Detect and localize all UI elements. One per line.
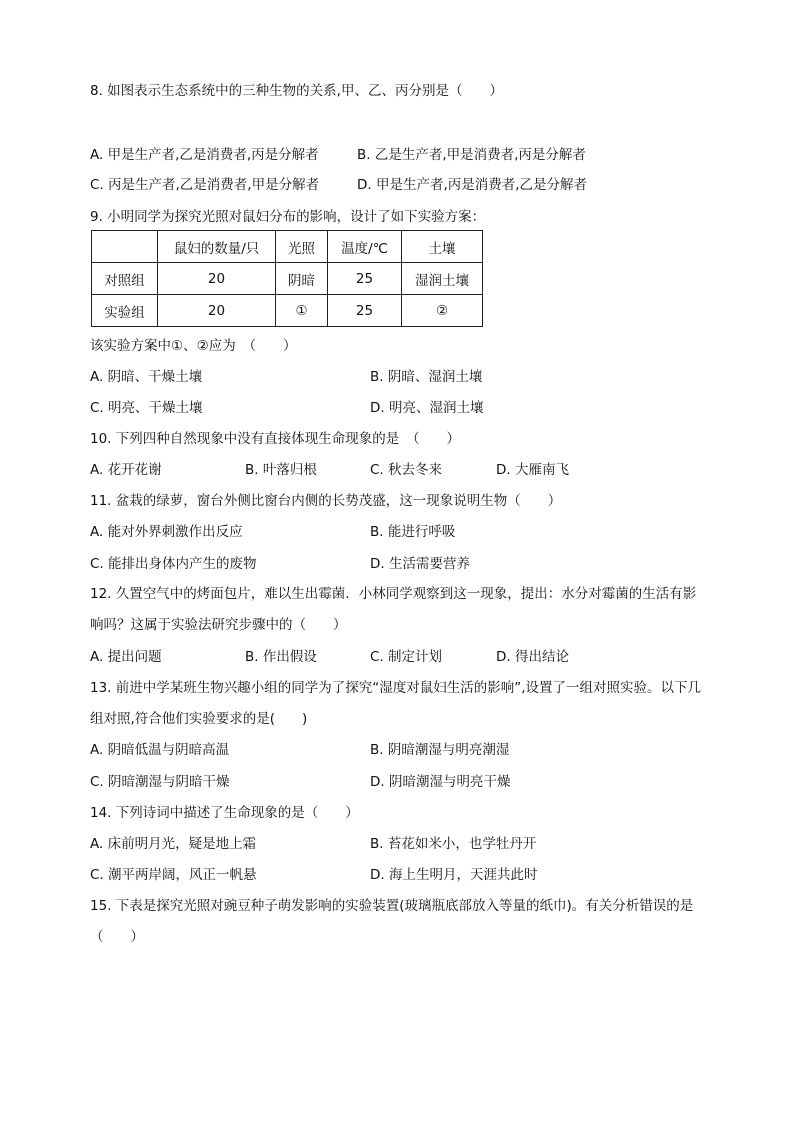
q12-option-a: A. 提出问题 (90, 649, 162, 665)
q8-option-d: D. 甲是生产者,丙是消费者,乙是分解者 (357, 177, 588, 193)
q10-option-d: D. 大雁南飞 (496, 462, 569, 478)
table-cell: 20 (158, 263, 276, 295)
q14-option-a: A. 床前明月光，疑是地上霜 (90, 836, 257, 852)
table-cell: 25 (328, 263, 402, 295)
table-header-cell: 土壤 (402, 231, 483, 263)
table-cell: ② (402, 295, 483, 327)
q14-option-d: D. 海上生明月，天涯共此时 (370, 867, 538, 883)
q11-option-d: D. 生活需要营养 (370, 556, 470, 572)
q10-option-c: C. 秋去冬来 (370, 462, 443, 478)
q9-option-d: D. 明亮、湿润土壤 (370, 400, 484, 416)
q10-option-a: A. 花开花谢 (90, 462, 162, 478)
q12-option-c: C. 制定计划 (370, 649, 443, 665)
table-row (92, 263, 483, 295)
table-cell: 实验组 (92, 295, 158, 327)
q8-option-c: C. 丙是生产者,乙是消费者,甲是分解者 (90, 177, 320, 193)
q8-option-b: B. 乙是生产者,甲是消费者,丙是分解者 (357, 147, 586, 163)
question-9-prompt: 该实验方案中①、②应为 （ ） (90, 338, 297, 354)
table-header-cell: 温度/℃ (328, 231, 402, 263)
q11-option-a: A. 能对外界刺激作出反应 (90, 524, 243, 540)
question-8-stem: 8. 如图表示生态系统中的三种生物的关系,甲、乙、丙分别是（ ） (90, 83, 503, 99)
q11-option-b: B. 能进行呼吸 (370, 524, 456, 540)
table-cell: 湿润土壤 (402, 263, 483, 295)
question-13-stem: 13. 前进中学某班生物兴趣小组的同学为了探究“湿度对鼠妇生活的影响”,设置了一组对照实验。以下几组对照,符合他们实验要求的是( ) (90, 680, 702, 727)
q12-option-b: B. 作出假设 (245, 649, 317, 665)
q14-option-c: C. 潮平两岸阔，风正一帆悬 (90, 867, 257, 883)
q14-option-b: B. 苔花如米小，也学牡丹开 (370, 836, 537, 852)
table-cell: 阴暗 (276, 263, 328, 295)
table-header-row (92, 231, 483, 263)
q9-option-b: B. 阴暗、湿润土壤 (370, 369, 483, 385)
q13-option-d: D. 阴暗潮湿与明亮干燥 (370, 774, 511, 790)
table-cell: ① (276, 295, 328, 327)
table-header-cell (92, 231, 158, 263)
table-cell: 25 (328, 295, 402, 327)
q9-option-a: A. 阴暗、干燥土壤 (90, 369, 203, 385)
q10-option-b: B. 叶落归根 (245, 462, 317, 478)
question-9-stem: 9. 小明同学为探究光照对鼠妇分布的影响，设计了如下实验方案： (90, 209, 486, 225)
q8-option-a: A. 甲是生产者,乙是消费者,丙是分解者 (90, 147, 319, 163)
question-12-stem: 12. 久置空气中的烤面包片，难以生出霉菌．小林同学观察到这一现象，提出：水分对霉菌的生活有影响吗？这属于实验法研究步骤中的（ ） (90, 586, 697, 633)
q13-option-a: A. 阴暗低温与阴暗高温 (90, 742, 230, 758)
table-row (92, 295, 483, 327)
q13-option-b: B. 阴暗潮湿与明亮潮湿 (370, 742, 510, 758)
table-cell: 对照组 (92, 263, 158, 295)
question-11-stem: 11. 盆栽的绿萝，窗台外侧比窗台内侧的长势茂盛，这一现象说明生物（ ） (90, 493, 562, 509)
table-cell: 20 (158, 295, 276, 327)
q9-option-c: C. 明亮、干燥土壤 (90, 400, 203, 416)
q11-option-c: C. 能排出身体内产生的废物 (90, 556, 257, 572)
q12-option-d: D. 得出结论 (496, 649, 569, 665)
question-14-stem: 14. 下列诗词中描述了生命现象的是（ ） (90, 805, 359, 821)
question-15-stem: 15. 下表是探究光照对豌豆种子萌发影响的实验装置(玻璃瓶底部放入等量的纸巾)。有关分析错误的是（ ） (90, 898, 694, 945)
table-header-cell: 鼠妇的数量/只 (158, 231, 276, 263)
experiment-table (91, 230, 483, 327)
table-header-cell: 光照 (276, 231, 328, 263)
question-10-stem: 10. 下列四种自然现象中没有直接体现生命现象的是 （ ） (90, 431, 461, 447)
q13-option-c: C. 阴暗潮湿与阴暗干燥 (90, 774, 230, 790)
